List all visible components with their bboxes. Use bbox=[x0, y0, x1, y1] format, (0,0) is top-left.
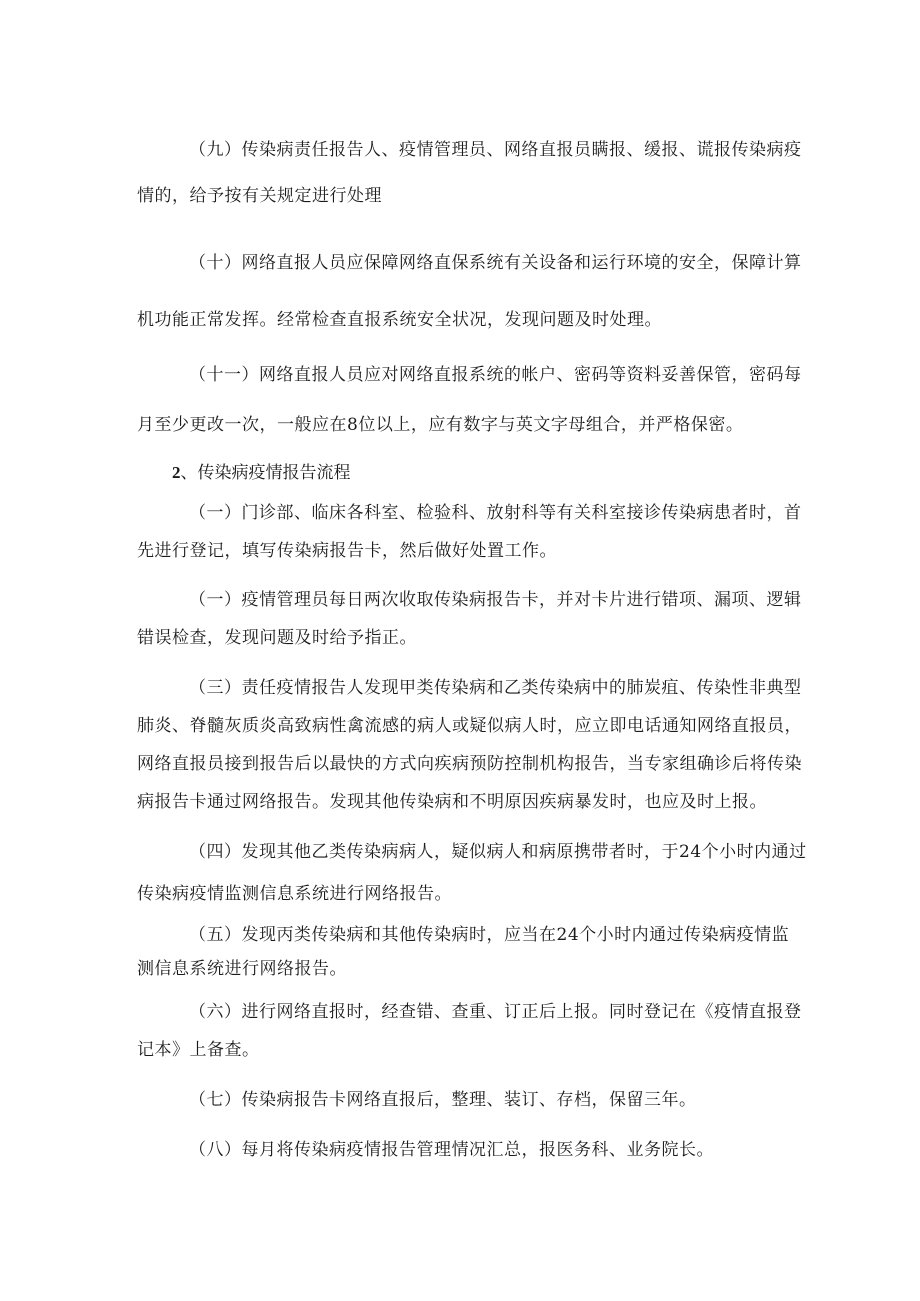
paragraph-line: （三）责任疫情报告人发现甲类传染病和乙类传染病中的肺炭疽、传染性非典型 bbox=[189, 678, 802, 698]
paragraph-line: （四）发现其他乙类传染病病人，疑似病人和病原携带者时，于24个小时内通过 bbox=[189, 842, 807, 862]
paragraph-line: （八）每月将传染病疫情报告管理情况汇总，报医务科、业务院长。 bbox=[189, 1140, 714, 1160]
section-heading bbox=[172, 458, 351, 488]
paragraph-item-9 bbox=[137, 127, 802, 219]
flow-step-1 bbox=[137, 494, 802, 570]
paragraph-line: （一）疫情管理员每日两次收取传染病报告卡，并对卡片进行错项、漏项、逻辑 bbox=[189, 590, 802, 610]
flow-step-8 bbox=[137, 1131, 787, 1169]
section-heading-number: 2 bbox=[172, 463, 181, 482]
paragraph-line: （六）进行网络直报时，经查错、查重、订正后上报。同时登记在《疫情直报登 bbox=[189, 1002, 802, 1022]
paragraph-line: 错误检查，发现问题及时给予指正。 bbox=[137, 628, 417, 648]
section-heading-title: 、传染病疫情报告流程 bbox=[180, 463, 351, 483]
paragraph-line: （九）传染病责任报告人、疫情管理员、网络直报员瞒报、缓报、谎报传染病疫 bbox=[189, 140, 802, 160]
flow-step-2 bbox=[137, 581, 802, 657]
paragraph-line: 网络直报员接到报告后以最快的方式向疾病预防控制机构报告，当专家组确诊后将传染 bbox=[137, 754, 802, 774]
paragraph-line: （七）传染病报告卡网络直报后，整理、装订、存档，保留三年。 bbox=[189, 1090, 697, 1110]
paragraph-line: 病报告卡通过网络报告。发现其他传染病和不明原因疾病暴发时，也应及时上报。 bbox=[137, 792, 767, 812]
paragraph-line: （一）门诊部、临床各科室、检验科、放射科等有关科室接诊传染病患者时，首 bbox=[189, 503, 802, 523]
paragraph-item-11 bbox=[137, 350, 802, 450]
flow-step-4 bbox=[137, 831, 807, 915]
paragraph-line: 肺炎、脊髓灰质炎高致病性禽流感的病人或疑似病人时，应立即电话通知网络直报员， bbox=[137, 716, 802, 736]
paragraph-line: 情的，给予按有关规定进行处理 bbox=[137, 186, 382, 206]
paragraph-line: （十一）网络直报人员应对网络直报系统的帐户、密码等资料妥善保管，密码每 bbox=[189, 365, 802, 385]
paragraph-line: （十）网络直报人员应保障网络直保系统有关设备和运行环境的安全，保障计算 bbox=[189, 253, 802, 273]
paragraph-line: （五）发现丙类传染病和其他传染病时，应当在24个小时内通过传染病疫情监 bbox=[189, 925, 790, 945]
paragraph-line: 记本》上备查。 bbox=[137, 1040, 260, 1060]
flow-step-5 bbox=[137, 918, 790, 986]
paragraph-line: 机功能正常发挥。经常检查直报系统安全状况，发现问题及时处理。 bbox=[137, 310, 662, 330]
flow-step-3 bbox=[137, 669, 802, 821]
paragraph-item-10 bbox=[137, 235, 802, 349]
paragraph-line: 月至少更改一次，一般应在8位以上，应有数字与英文字母组合，并严格保密。 bbox=[137, 415, 744, 435]
paragraph-line: 测信息系统进行网络报告。 bbox=[137, 959, 347, 979]
paragraph-line: 先进行登记，填写传染病报告卡，然后做好处置工作。 bbox=[137, 541, 557, 561]
flow-step-7 bbox=[137, 1081, 787, 1119]
paragraph-line: 传染病疫情监测信息系统进行网络报告。 bbox=[137, 884, 452, 904]
flow-step-6 bbox=[137, 993, 802, 1069]
